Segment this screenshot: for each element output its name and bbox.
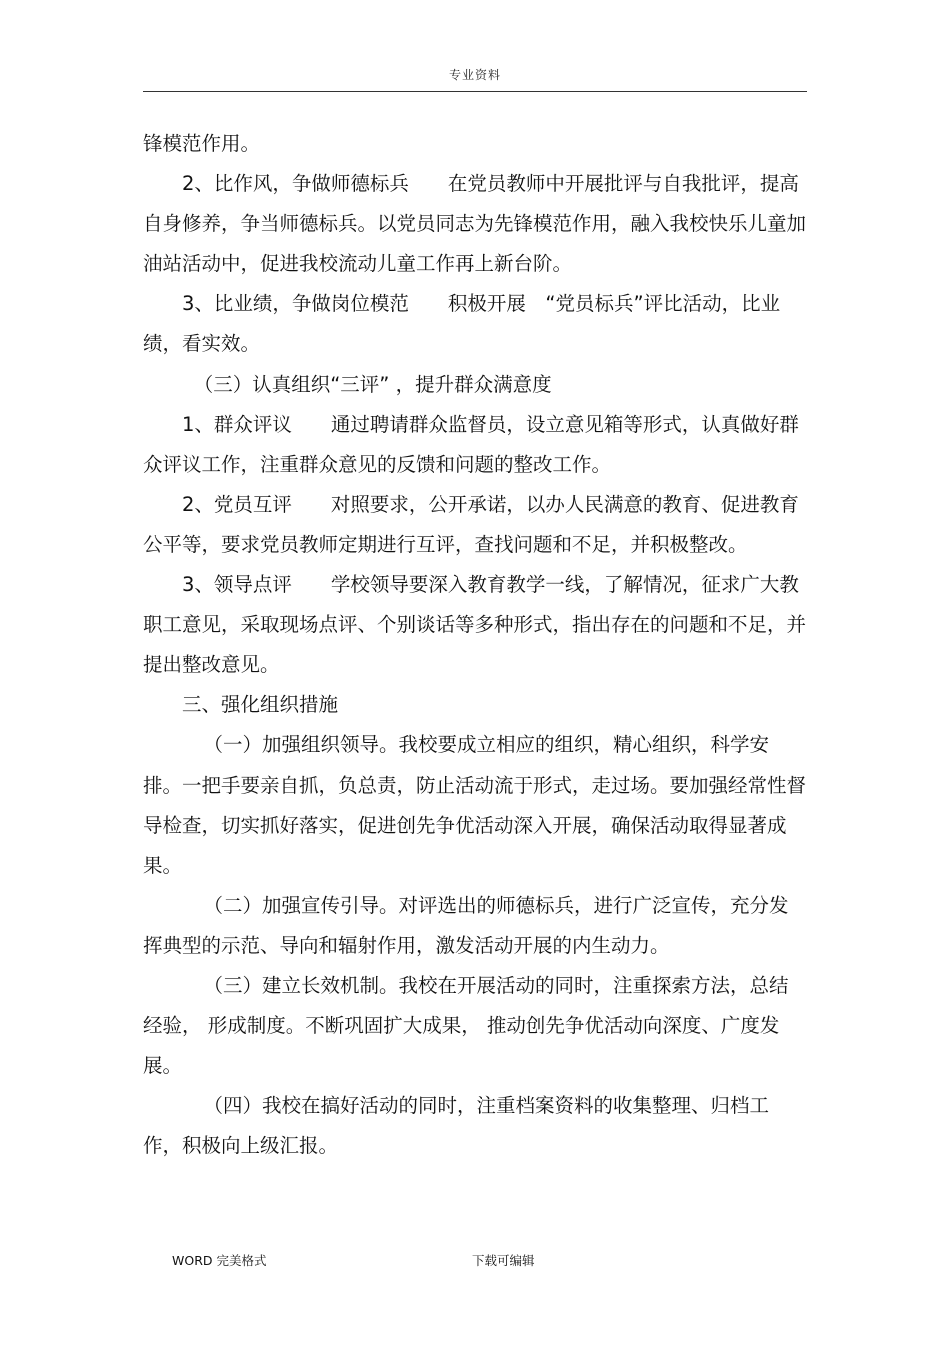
paragraph-leader-review: 3、领导点评 学校领导要深入教育教学一线，了解情况，征求广大教职工意见，采取现场点评、个别谈话等多种形式，指出存在的问题和不足，并提出整改意见。 xyxy=(143,573,807,677)
paragraph-style-item: 2、比作风，争做师德标兵 在党员教师中开展批评与自我批评，提高自身修养，争当师德标兵。以党员同志为先锋模范作用，融入我校快乐儿童加油站活动中，促进我校流动儿童工作再上新台阶。 xyxy=(143,172,807,276)
paragraph-leadership: （一）加强组织领导。我校要成立相应的组织，精心组织，科学安排。一把手要亲自抓，负总责，防止活动流于形式，走过场。要加强经常性督导检查，切实抓好落实，促进创先争优活动深入开展，确保活动取得显著成果。 xyxy=(143,733,807,877)
paragraph-publicity: （二）加强宣传引导。对评选出的师德标兵，进行广泛宣传，充分发挥典型的示范、导向和辐射作用，激发活动开展的内生动力。 xyxy=(143,893,789,957)
paragraph-continuation: 锋模范作用。 xyxy=(143,132,261,155)
paragraph-peer-review: 2、党员互评 对照要求，公开承诺，以办人民满意的教育、促进教育公平等，要求党员教师定期进行互评，查找问题和不足，并积极整改。 xyxy=(143,492,799,556)
document-body xyxy=(143,124,807,1166)
footer-format-label: WORD 完美格式 xyxy=(172,1253,267,1268)
footer-download-label: 下载可编辑 xyxy=(472,1253,535,1268)
header-divider xyxy=(143,91,807,92)
paragraph-performance-item: 3、比业绩，争做岗位模范 积极开展 “党员标兵”评比活动，比业绩，看实效。 xyxy=(143,292,781,356)
paragraph-public-review: 1、群众评议 通过聘请群众监督员，设立意见箱等形式，认真做好群众评议工作，注重群众意见的反馈和问题的整改工作。 xyxy=(143,412,799,476)
section-heading-measures: 三、强化组织措施 xyxy=(182,693,339,717)
section-heading-three-reviews: （三）认真组织“三评” ，提升群众满意度 xyxy=(193,372,552,396)
paragraph-archives: （四）我校在搞好活动的同时，注重档案资料的收集整理、归档工作，积极向上级汇报。 xyxy=(143,1094,769,1158)
paragraph-mechanism: （三）建立长效机制。我校在开展活动的同时，注重探索方法，总结经验， 形成制度。不断巩固扩大成果， 推动创先争优活动向深度、广度发展。 xyxy=(143,973,789,1078)
page-header: 专业资料 xyxy=(448,68,501,82)
